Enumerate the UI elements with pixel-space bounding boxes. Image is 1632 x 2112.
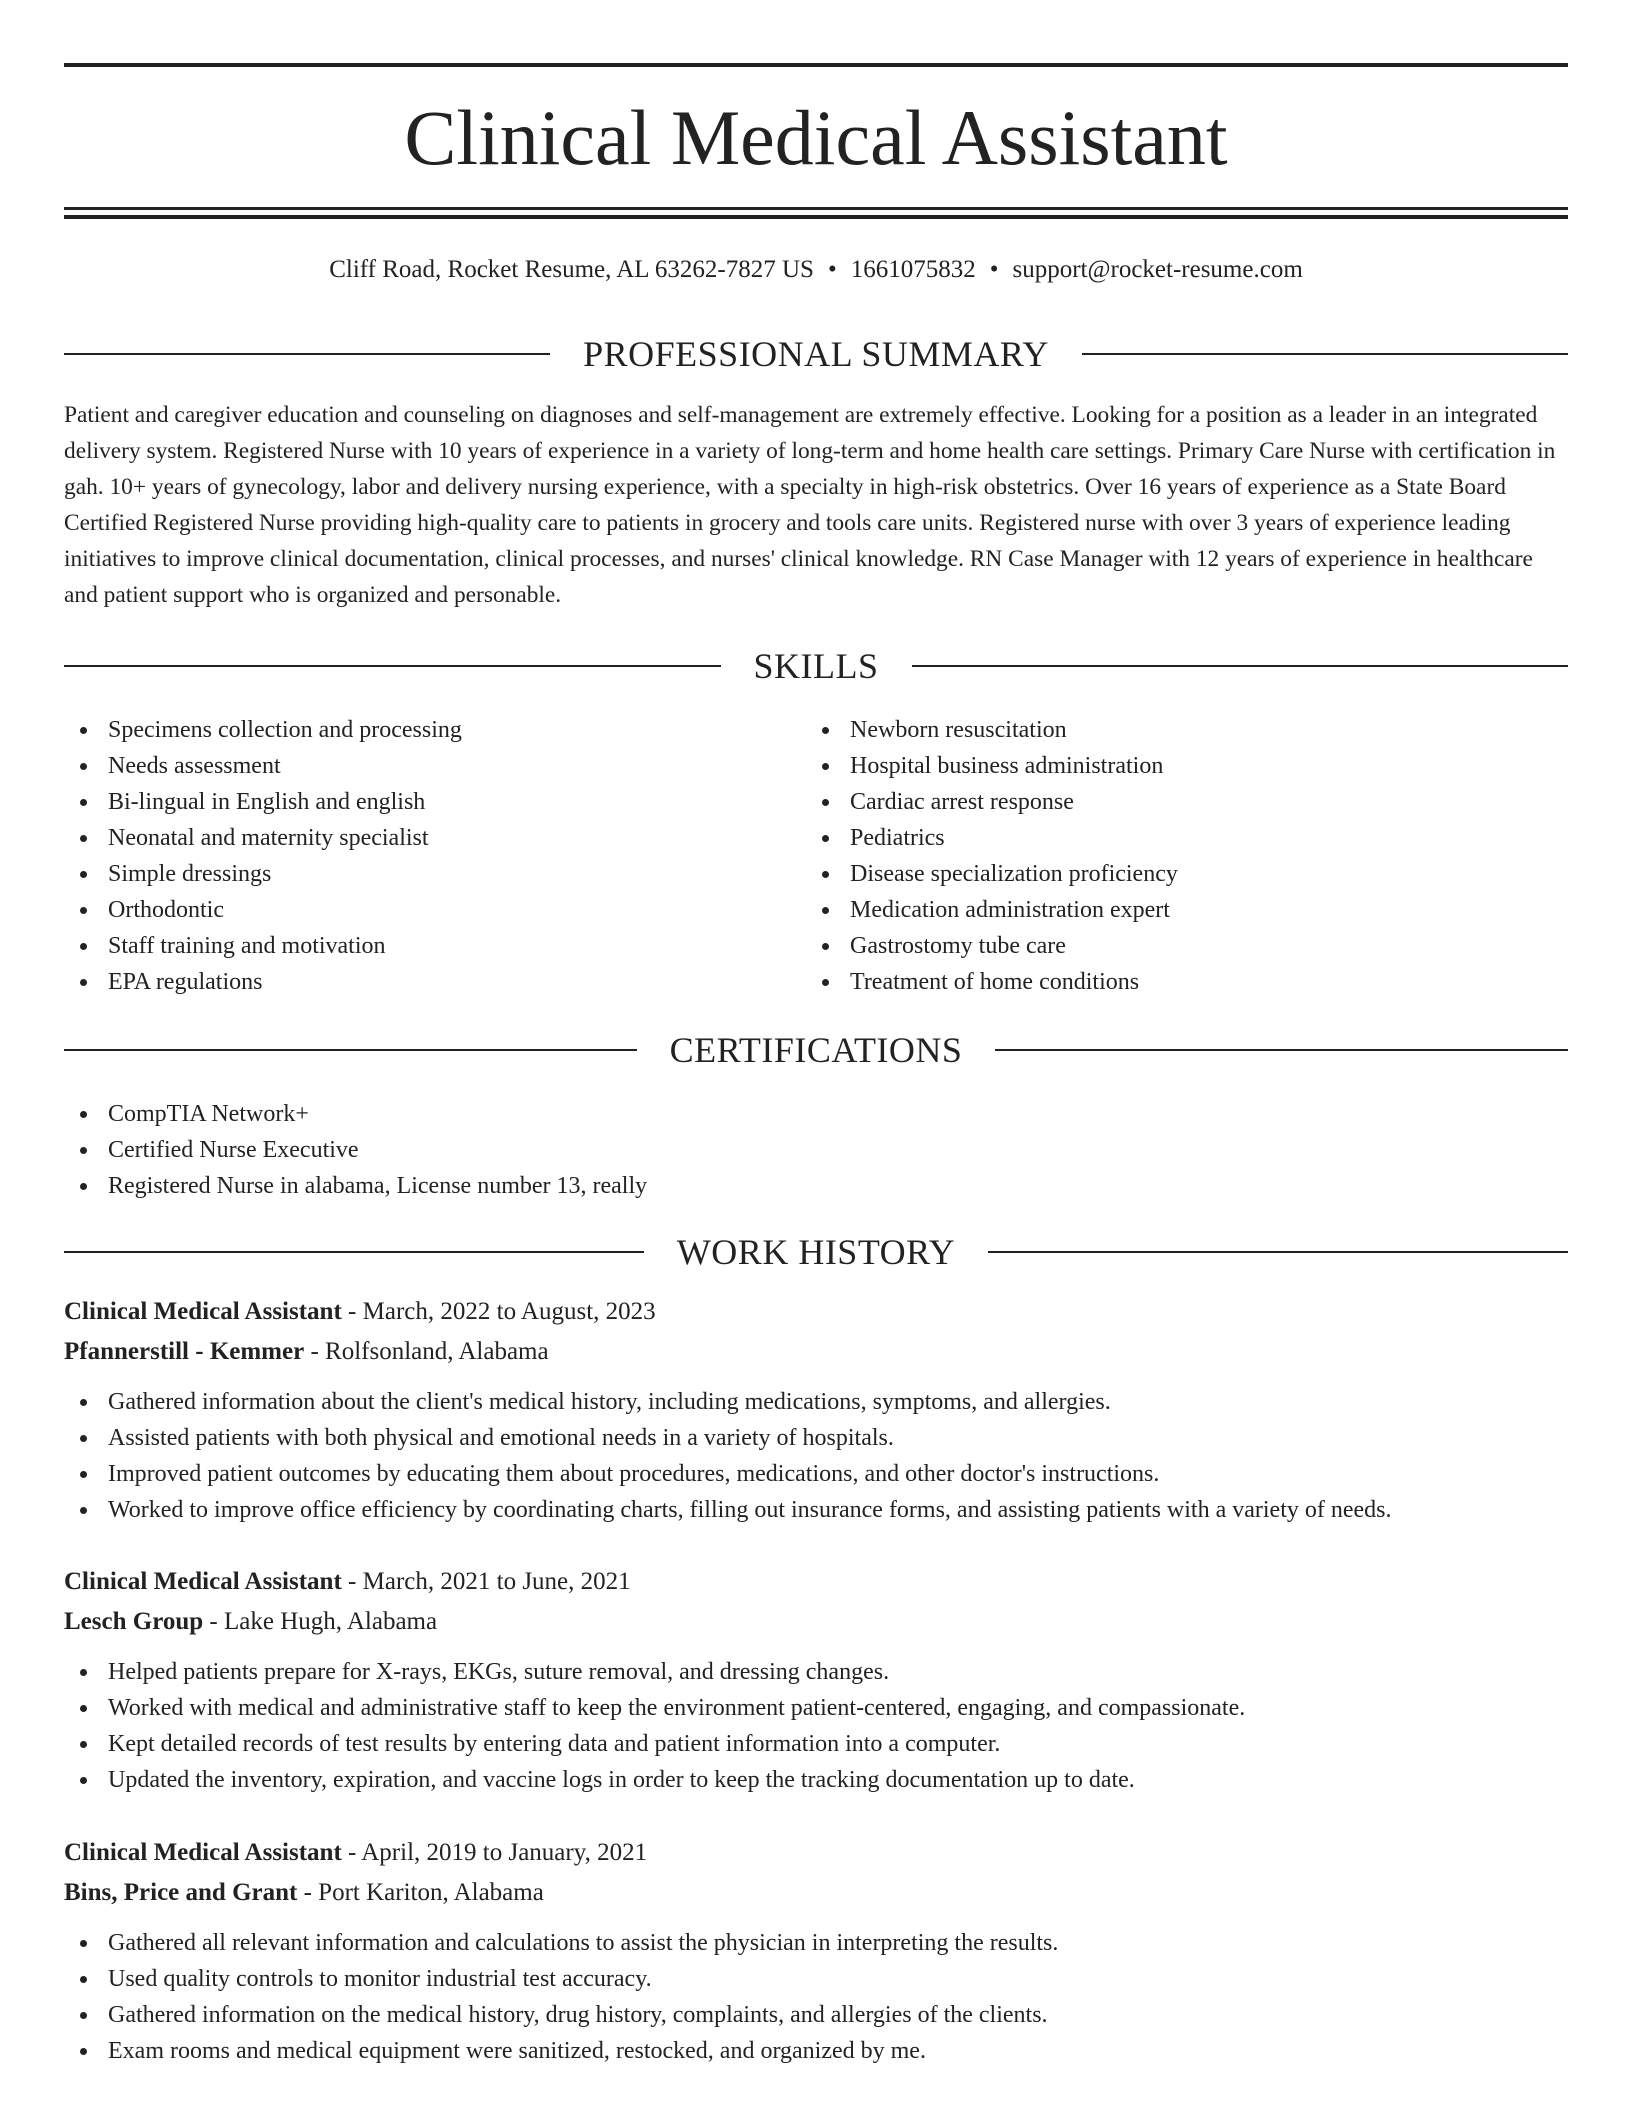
skill-item: Hospital business administration [806, 748, 1546, 784]
job-dates: - March, 2022 to August, 2023 [341, 1298, 656, 1325]
section-header-certifications [64, 1028, 1568, 1072]
job-bullet: Gathered information on the medical history, drug history, complaints, and allergies of the clients. [64, 1997, 1568, 2033]
job-bullet: Kept detailed records of test results by entering data and patient information into a computer. [64, 1726, 1568, 1762]
job-bullet: Improved patient outcomes by educating them about procedures, medications, and other doctor's instructions. [64, 1456, 1568, 1492]
job-bullets [64, 1925, 1568, 2069]
job-title-line [64, 1833, 1568, 1873]
certification-item: Registered Nurse in alabama, License number 13, really [64, 1168, 1064, 1204]
job-company-line [64, 1602, 1568, 1642]
title-double-rule [64, 207, 1568, 219]
job-company-line [64, 1332, 1568, 1372]
contact-separator: • [827, 256, 837, 283]
section-rule [64, 665, 721, 667]
certification-item: CompTIA Network+ [64, 1096, 1064, 1132]
job-bullet: Helped patients prepare for X-rays, EKGs, suture removal, and dressing changes. [64, 1654, 1568, 1690]
skill-item: Cardiac arrest response [806, 784, 1546, 820]
job-company-line [64, 1873, 1568, 1913]
job-company: Pfannerstill - Kemmer [64, 1338, 305, 1365]
job-company: Lesch Group [64, 1608, 204, 1635]
top-rule [64, 63, 1568, 67]
job-title: Clinical Medical Assistant [64, 1568, 342, 1595]
skill-item: Needs assessment [64, 748, 764, 784]
certification-item: Certified Nurse Executive [64, 1132, 1064, 1168]
job-location: - Rolfsonland, Alabama [304, 1338, 549, 1365]
skill-item: Orthodontic [64, 892, 764, 928]
section-rule [64, 1049, 637, 1051]
skill-item: Medication administration expert [806, 892, 1546, 928]
job-bullet: Gathered information about the client's medical history, including medications, symptoms, and allergies. [64, 1384, 1568, 1420]
job-bullet: Assisted patients with both physical and emotional needs in a variety of hospitals. [64, 1420, 1568, 1456]
section-header-summary [64, 332, 1568, 376]
skill-item: Neonatal and maternity specialist [64, 820, 764, 856]
section-rule [64, 1251, 644, 1253]
skills-list-right [806, 712, 1546, 1000]
job-dates: - March, 2021 to June, 2021 [341, 1568, 631, 1595]
job-company: Bins, Price and Grant [64, 1879, 298, 1906]
job-entry [64, 1562, 1568, 1798]
skill-item: Bi-lingual in English and english [64, 784, 764, 820]
job-title-line [64, 1562, 1568, 1602]
section-title-summary: PROFESSIONAL SUMMARY [583, 334, 1049, 374]
skill-item: Pediatrics [806, 820, 1546, 856]
section-rule [1082, 353, 1568, 355]
section-header-work-history [64, 1230, 1568, 1274]
job-bullets [64, 1654, 1568, 1798]
skill-item: Simple dressings [64, 856, 764, 892]
section-title-certifications: CERTIFICATIONS [669, 1030, 963, 1070]
job-bullet: Gathered all relevant information and calculations to assist the physician in interpreting the results. [64, 1925, 1568, 1961]
summary-paragraph: Patient and caregiver education and counseling on diagnoses and self-management are extremely effective. Looking for a position as a leader in an integrated delivery system. Registered Nurse with 10 years of experience in a variety of long-term and home health care settings. Primary Care Nurse with certification in gah. 10+ years of gynecology, labor and delivery nursing experience, with a specialty in high-risk obstetrics. Over 16 years of experience as a State Board Certified Registered Nurse providing high-quality care to patients in grocery and tools care units. Registered nurse with over 3 years of experience leading initiatives to improve clinical documentation, clinical processes, and nurses' clinical knowledge. RN Case Manager with 12 years of experience in healthcare and patient support who is organized and personable. [64, 402, 1556, 608]
section-header-skills [64, 644, 1568, 688]
contact-line [64, 252, 1568, 288]
skill-item: Gastrostomy tube care [806, 928, 1546, 964]
job-title: Clinical Medical Assistant [64, 1839, 342, 1866]
skill-item: EPA regulations [64, 964, 764, 1000]
section-rule [64, 353, 550, 355]
contact-address: Cliff Road, Rocket Resume, AL 63262-7827 US [329, 256, 814, 283]
job-bullet: Worked to improve office efficiency by coordinating charts, filling out insurance forms, and assisting patients with a variety of needs. [64, 1492, 1568, 1528]
contact-phone: 1661075832 [850, 256, 976, 283]
job-title-line [64, 1292, 1568, 1332]
job-dates: - April, 2019 to January, 2021 [341, 1839, 648, 1866]
contact-email: support@rocket-resume.com [1012, 256, 1303, 283]
section-title-skills: SKILLS [753, 646, 879, 686]
job-location: - Port Kariton, Alabama [297, 1879, 544, 1906]
skill-item: Specimens collection and processing [64, 712, 764, 748]
job-bullets [64, 1384, 1568, 1528]
skill-item: Newborn resuscitation [806, 712, 1546, 748]
job-bullet: Updated the inventory, expiration, and vaccine logs in order to keep the tracking documentation up to date. [64, 1762, 1568, 1798]
certifications-list [64, 1096, 1064, 1204]
section-rule [995, 1049, 1568, 1051]
job-entry [64, 1833, 1568, 2069]
resume-title: Clinical Medical Assistant [404, 94, 1228, 181]
job-bullet: Exam rooms and medical equipment were sanitized, restocked, and organized by me. [64, 2033, 1568, 2069]
section-rule [912, 665, 1569, 667]
skill-item: Staff training and motivation [64, 928, 764, 964]
section-title-work-history: WORK HISTORY [676, 1232, 956, 1272]
job-title: Clinical Medical Assistant [64, 1298, 342, 1325]
job-bullet: Used quality controls to monitor industrial test accuracy. [64, 1961, 1568, 1997]
contact-separator: • [989, 256, 999, 283]
skill-item: Treatment of home conditions [806, 964, 1546, 1000]
job-location: - Lake Hugh, Alabama [203, 1608, 438, 1635]
skill-item: Disease specialization proficiency [806, 856, 1546, 892]
skills-list-left [64, 712, 764, 1000]
job-bullet: Worked with medical and administrative staff to keep the environment patient-centered, engaging, and compassionate. [64, 1690, 1568, 1726]
job-entry [64, 1292, 1568, 1528]
section-rule [988, 1251, 1568, 1253]
